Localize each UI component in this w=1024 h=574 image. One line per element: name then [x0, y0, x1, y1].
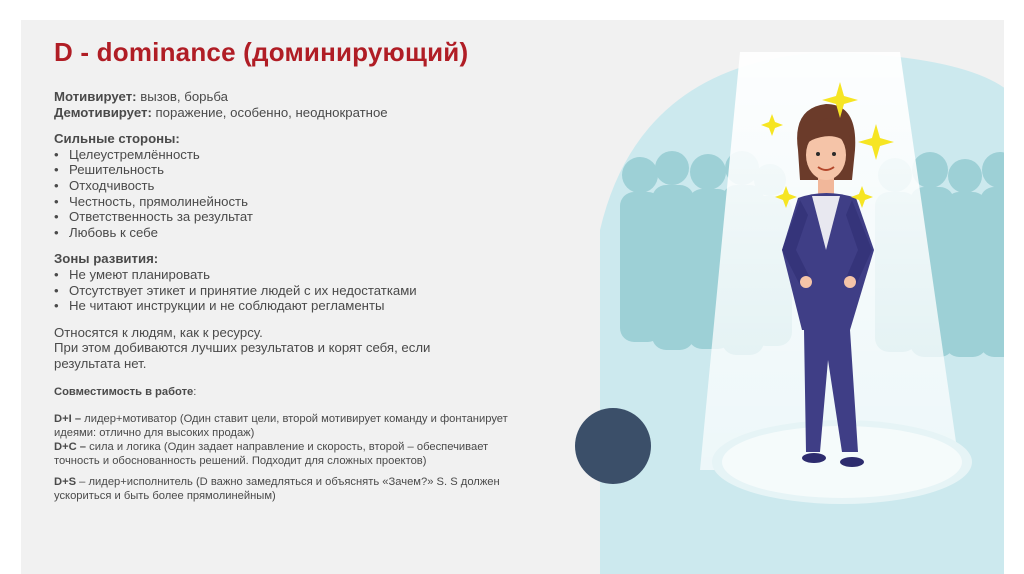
list-item: • Ответственность за результат — [54, 209, 554, 225]
list-item: • Целеустремлённость — [54, 147, 554, 163]
compat-colon: : — [193, 385, 197, 398]
list-item: • Честность, прямолинейность — [54, 194, 554, 210]
compat-pair: D+C – — [54, 440, 87, 453]
demotivates-text: поражение, особенно, неоднократное — [151, 104, 388, 120]
attitude-line-2: При этом добиваются лучших результатов и корят себя, если результата нет. — [54, 340, 431, 371]
growth-heading: Зоны развития: — [54, 251, 159, 267]
attitude-line-1: Относятся к людям, как к ресурсу. — [54, 324, 263, 340]
list-item: • Любовь к себе — [54, 225, 554, 241]
compat-text: – лидер+исполнитель (D важно замедляться и объяснять «Зачем?» S. S должен ускориться и быть более прямолинейным) — [54, 475, 500, 502]
motivates-label: Мотивирует: — [54, 89, 137, 104]
compat-pair: D+S — [54, 475, 77, 488]
list-item: • Отходчивость — [54, 178, 554, 194]
motivates-text: вызов, борьба — [136, 89, 228, 104]
strengths-heading: Сильные стороны: — [54, 131, 180, 147]
demotivates-label: Демотивирует: — [54, 104, 152, 120]
slide-title: D - dominance (доминирующий) — [54, 37, 469, 67]
list-item: • Не умеют планировать — [54, 267, 554, 283]
list-item: • Решительность — [54, 162, 554, 178]
compat-pair: D+I – — [54, 412, 82, 425]
compat-heading: Совместимость в работе — [54, 385, 194, 398]
dark-blue-circle — [575, 408, 651, 484]
list-item: • Не читают инструкции и не соблюдают регламенты — [54, 298, 554, 314]
list-item: • Отсутствует этикет и принятие людей с их недостатками — [54, 283, 554, 299]
compat-text: сила и логика (Один задает направление и скорость, второй – обеспечивает точность и обоснованность решений. Подходит для сложных проектов) — [54, 440, 489, 467]
compat-text: лидер+мотиватор (Один ставит цели, второй мотивирует команду и фонтанирует идеями: отлично для высоких продаж) — [54, 412, 508, 439]
